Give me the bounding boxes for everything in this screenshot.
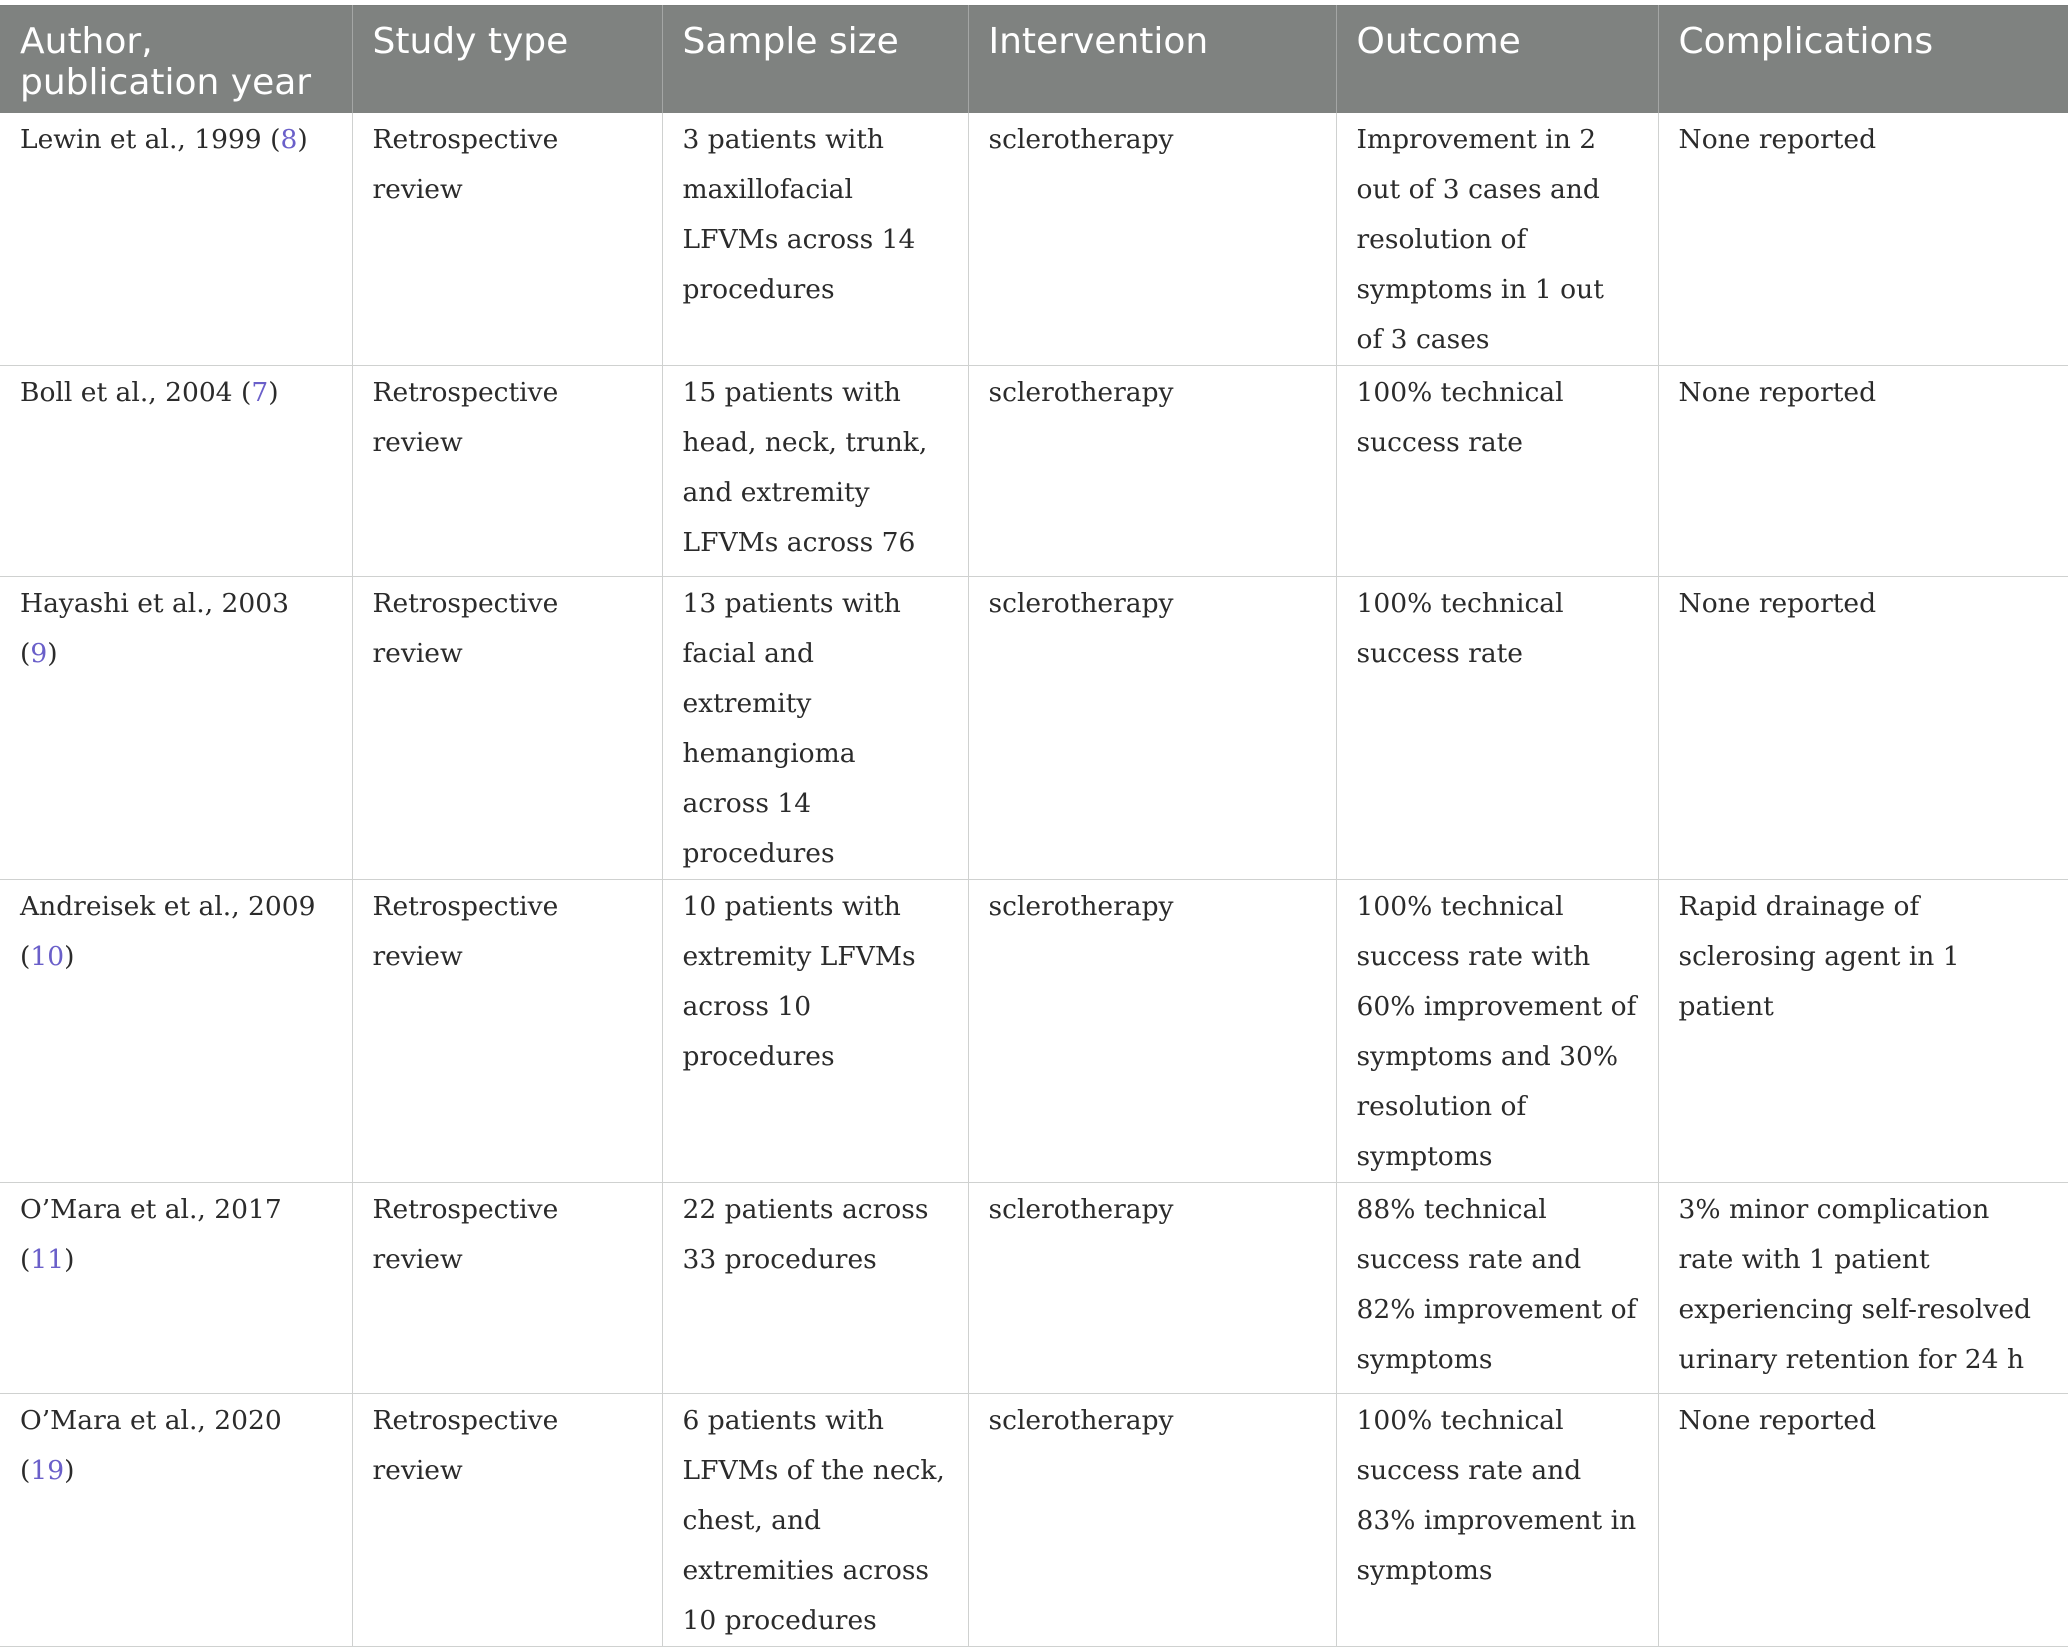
cell-outcome: Improvement in 2 out of 3 cases and resolution of symptoms in 1 out of 3 cases [1336,113,1658,366]
cell-sample-size: 22 patients across 33 procedures [662,1183,968,1394]
cell-author: Andreisek et al., 2009 (10) [0,880,352,1183]
cell-intervention: sclerotherapy [968,577,1336,880]
cell-outcome: 88% technical success rate and 82% improvement of symptoms [1336,1183,1658,1394]
cell-intervention: sclerotherapy [968,1183,1336,1394]
header-outcome: Outcome [1336,6,1658,114]
header-complications: Complications [1658,6,2068,114]
table-row [0,366,2068,577]
studies-table-container [0,5,2068,1647]
reference-link[interactable]: 11 [30,1244,65,1275]
header-row [0,6,2068,114]
cell-author: O’Mara et al., 2020 (19) [0,1394,352,1647]
cell-author: O’Mara et al., 2017 (11) [0,1183,352,1394]
cell-author: Hayashi et al., 2003 (9) [0,577,352,880]
reference-link[interactable]: 8 [280,124,298,155]
header-author-line2: publication year [20,62,312,103]
cell-sample-size: 3 patients with maxillofacial LFVMs across 14 procedures [662,113,968,366]
cell-outcome: 100% technical success rate with 60% improvement of symptoms and 30% resolution of symptoms [1336,880,1658,1183]
studies-table [0,5,2068,1647]
cell-study-type: Retrospective review [352,113,662,366]
reference-link[interactable]: 10 [30,941,65,972]
cell-outcome: 100% technical success rate [1336,577,1658,880]
cell-outcome: 100% technical success rate and 83% improvement in symptoms [1336,1394,1658,1647]
reference-link[interactable]: 19 [30,1455,65,1486]
cell-complications: None reported [1658,113,2068,366]
header-sample-size: Sample size [662,6,968,114]
cell-study-type: Retrospective review [352,366,662,577]
header-intervention: Intervention [968,6,1336,114]
cell-author: Boll et al., 2004 (7) [0,366,352,577]
cell-intervention: sclerotherapy [968,880,1336,1183]
header-study-type: Study type [352,6,662,114]
cell-study-type: Retrospective review [352,1394,662,1647]
cell-intervention: sclerotherapy [968,113,1336,366]
cell-sample-size: 15 patients with head, neck, trunk, and extremity LFVMs across 76 [662,366,968,577]
cell-study-type: Retrospective review [352,1183,662,1394]
table-row [0,113,2068,366]
reference-link[interactable]: 7 [251,377,269,408]
cell-complications: None reported [1658,577,2068,880]
header-author-year [0,6,352,114]
cell-outcome: 100% technical success rate [1336,366,1658,577]
cell-complications: Rapid drainage of sclerosing agent in 1 patient [1658,880,2068,1183]
table-row [0,577,2068,880]
cell-intervention: sclerotherapy [968,366,1336,577]
cell-complications: None reported [1658,366,2068,577]
cell-complications: None reported [1658,1394,2068,1647]
reference-link[interactable]: 9 [30,638,48,669]
cell-study-type: Retrospective review [352,577,662,880]
cell-sample-size: 13 patients with facial and extremity hemangioma across 14 procedures [662,577,968,880]
header-author-line1: Author, [20,21,153,62]
cell-complications: 3% minor complication rate with 1 patient experiencing self-resolved urinary retention for 24 h [1658,1183,2068,1394]
table-row [0,1183,2068,1394]
table-row [0,880,2068,1183]
cell-intervention: sclerotherapy [968,1394,1336,1647]
cell-sample-size: 6 patients with LFVMs of the neck, chest, and extremities across 10 procedures [662,1394,968,1647]
cell-sample-size: 10 patients with extremity LFVMs across 10 procedures [662,880,968,1183]
table-row [0,1394,2068,1647]
cell-study-type: Retrospective review [352,880,662,1183]
cell-author: Lewin et al., 1999 (8) [0,113,352,366]
